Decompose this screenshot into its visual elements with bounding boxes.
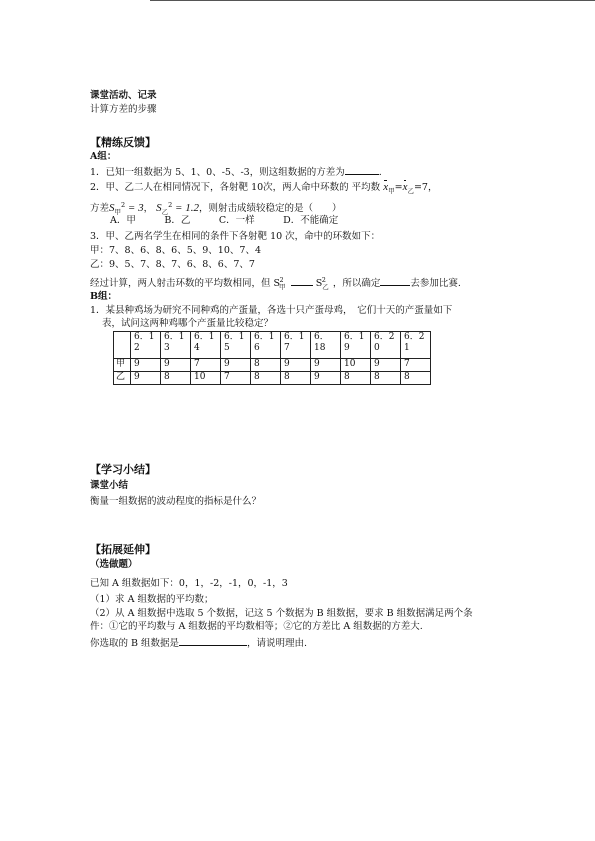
table-cell: 8 [251,372,281,385]
date-cell: 6． 18 [311,332,341,359]
table-cell: 9 [311,359,341,372]
row-label: 乙 [114,372,131,385]
table-cell [114,332,131,359]
table-cell: 10 [191,372,221,385]
table-cell: 9 [131,372,161,385]
table-cell: 7 [401,359,431,372]
table-cell: 10 [341,359,371,372]
table-cell: 8 [371,372,401,385]
date-cell: 6．1 4 [191,332,221,359]
answer-blank [179,636,247,646]
extend-line-4: 件：①它的平均数与 A 组数据的平均数相等；②它的方差比 A 组数据的方差大. [90,621,423,632]
extend-line-5: 你选取的 B 组数据是 ，请说明理由. [90,638,308,649]
table-cell: 9 [371,359,401,372]
practice-title: 【精练反馈】 [90,136,156,149]
table-row [114,359,431,372]
table-cell: 7 [191,359,221,372]
extend-line-3: （2）从 A 组数据中选取 5 个数据，记这 5 个数据为 B 组数据，要求 B 组数据满足两个条 [90,608,473,619]
summary-title: 【学习小结】 [90,463,156,476]
group-a-label: A组： [90,151,117,162]
table-cell: 8 [251,359,281,372]
extend-title: 【拓展延伸】 [90,543,156,556]
row-label: 甲 [114,359,131,372]
table-cell: 9 [131,359,161,372]
extend-line-2: （1）求 A 组数据的平均数； [90,594,214,605]
question-2-variance: 方差$S_甲^2 = 3$， $S_乙^2 = 1.2$，则射击成绩较稳定的是（ ） [90,201,342,217]
header-rule [150,0,595,1]
date-cell: 6．1 7 [281,332,311,359]
question-3-yi: 乙：9、5、7、8、7、6、8、6、7、7 [90,259,255,270]
table-cell: 9 [161,359,191,372]
extend-line-1: 已知 A 组数据如下：0，1，-2，-1，0，-1，3 [90,578,288,589]
table-cell: 9 [311,372,341,385]
question-b1: 1．某县种鸡场为研究不同种鸡的产蛋量，各选十只产蛋母鸡， 它们十天的产蛋量如下 [90,305,453,316]
table-cell: 8 [161,372,191,385]
question-3-jia: 甲：7、8、6、8、6、5、9、10、7、4 [90,245,261,256]
table-cell: 8 [281,372,311,385]
activity-title: 课堂活动、记录 [90,90,157,101]
table-row [114,372,431,385]
activity-line: 计算方差的步骤 [90,104,157,115]
question-b1-cont: 表，试问这两种鸡哪个产蛋量比较稳定？ [102,318,274,329]
question-2-options: A．甲 B．乙 C．一样 D．不能确定 [110,215,339,226]
table-cell: 9 [281,359,311,372]
egg-production-table [113,331,431,385]
answer-blank [291,276,313,286]
answer-blank [380,276,410,286]
question-3: 3．甲、乙两名学生在相同的条件下各射靶 10 次，命中的环数如下： [90,231,381,242]
summary-question: 衡量一组数据的波动程度的指标是什么？ [90,496,262,507]
date-cell: 6．2 0 [371,332,401,359]
summary-subtitle: 课堂小结 [90,480,129,491]
table-cell: 9 [221,359,251,372]
date-cell: 6．1 5 [221,332,251,359]
date-cell: 6．1 2 [131,332,161,359]
date-cell: 6．1 6 [251,332,281,359]
group-b-label: B组： [90,291,118,302]
question-2: 2．甲、乙二人在相同情况下，各射靶 10次，两人命中环数的 平均数 $x_甲=x_乙=7$， [90,181,438,195]
table-cell: 8 [401,372,431,385]
question-3-conclusion: 经过计算，两人射击环数的平均数相同，但 $S_甲^2$ $S_乙^2$ ，所以确定 去参加比赛. [90,276,461,292]
answer-blank [345,165,379,175]
table-header-row [114,332,431,359]
extend-subtitle: （选做题） [90,559,138,570]
question-1: 1．已知一组数据为 5、1、0、-5、-3，则这组数据的方差为 . [90,167,382,178]
date-cell: 6．1 9 [341,332,371,359]
date-cell: 6．1 3 [161,332,191,359]
table-cell: 7 [221,372,251,385]
table-cell: 8 [341,372,371,385]
date-cell: 6．2 1 [401,332,431,359]
